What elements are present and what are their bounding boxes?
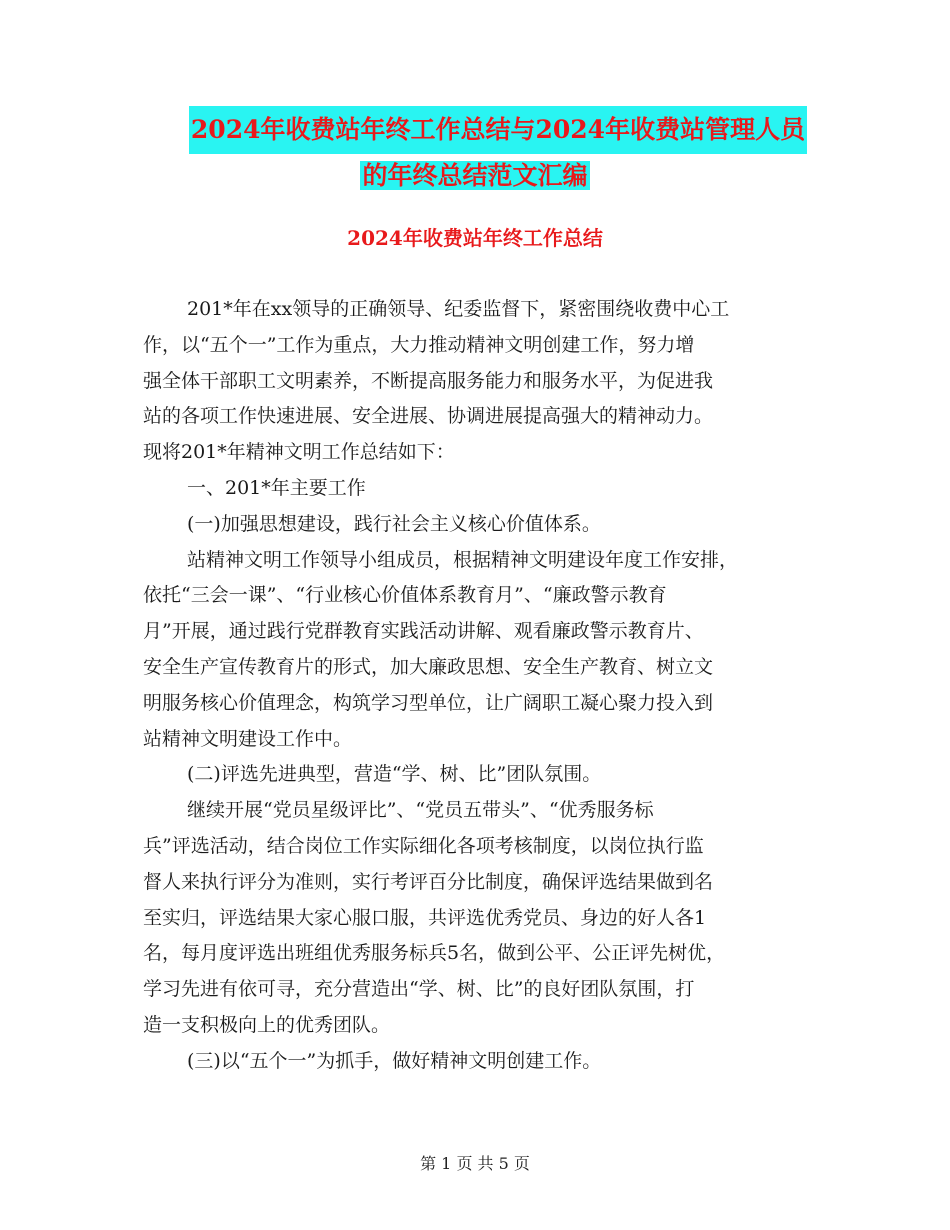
body-line: 现将201*年精神文明工作总结如下： <box>143 441 455 464</box>
body-line: 201*年在xx领导的正确领导、纪委监督下，紧密围绕收费中心工 <box>187 298 730 320</box>
body-line: 造一支积极向上的优秀团队。 <box>143 1013 391 1036</box>
body-line: 明服务核心价值理念，构筑学习型单位，让广阔职工凝心聚力投入到 <box>143 691 714 714</box>
body-line: 学习先进有依可寻，充分营造出“学、树、比”的良好团队氛围，打 <box>143 978 695 1001</box>
body-line: 名，每月度评选出班组优秀服务标兵5名，做到公平、公正评先树优， <box>143 942 726 965</box>
document-title-line-2 <box>0 152 950 200</box>
body-line: 站的各项工作快速进展、安全进展、协调进展提高强大的精神动力。 <box>143 405 714 428</box>
body-line: 站精神文明工作领导小组成员，根据精神文明建设年度工作安排， <box>187 548 739 571</box>
body-line: 继续开展“党员星级评比”、“党员五带头”、“优秀服务标 <box>187 799 654 822</box>
body-line: (二)评选先进典型，营造“学、树、比”团队氛围。 <box>187 763 602 786</box>
body-line: 站精神文明建设工作中。 <box>143 727 353 750</box>
body-line: 至实归，评选结果大家心服口服，共评选优秀党员、身边的好人各1 <box>143 906 707 929</box>
body-line: 强全体干部职工文明素养，不断提高服务能力和服务水平，为促进我 <box>143 369 714 392</box>
body-line: 安全生产宣传教育片的形式，加大廉政思想、安全生产教育、树立文 <box>143 655 714 678</box>
body-line: 一、201*年主要工作 <box>187 476 366 499</box>
title-highlight-2: 的年终总结范文汇编 <box>362 161 588 190</box>
section-title: 2024年收费站年终工作总结 <box>347 226 603 250</box>
document-title-line-1 <box>0 106 950 154</box>
page-footer: 第 1 页 共 5 页 <box>420 1154 530 1173</box>
body-line: 月”开展，通过践行党群教育实践活动讲解、观看廉政警示教育片、 <box>143 620 704 643</box>
body-line: 依托“三会一课”、“行业核心价值体系教育月”、“廉政警示教育 <box>143 584 667 607</box>
body-line: 督人来执行评分为准则，实行考评百分比制度，确保评选结果做到名 <box>143 870 714 893</box>
body-line: 兵”评选活动，结合岗位工作实际细化各项考核制度，以岗位执行监 <box>143 834 704 857</box>
title-highlight-1: 2024年收费站年终工作总结与2024年收费站管理人员 <box>189 106 807 154</box>
body-line: (一)加强思想建设，践行社会主义核心价值体系。 <box>187 512 601 535</box>
body-line: (三)以“五个一”为抓手，做好精神文明创建工作。 <box>187 1049 602 1072</box>
document-body <box>143 292 805 1080</box>
body-line: 作，以“五个一”工作为重点，大力推动精神文明创建工作，努力增 <box>143 333 695 356</box>
